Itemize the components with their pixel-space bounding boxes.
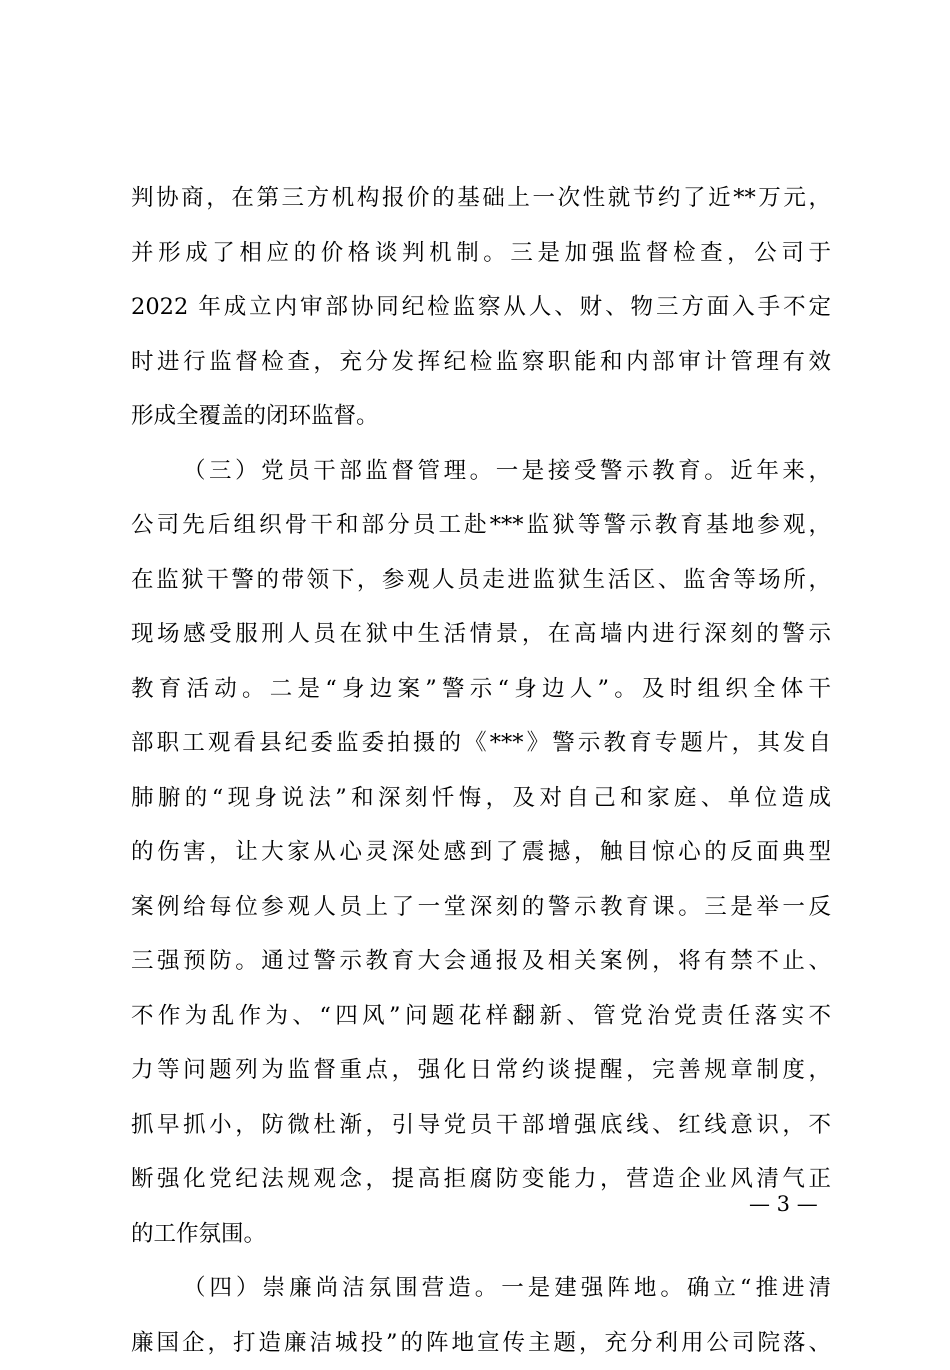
text-line-14: 案例给每位参观人员上了一堂深刻的警示教育课。三是举一反 [131,880,831,935]
text-line-2: 并形成了相应的价格谈判机制。三是加强监督检查，公司于 [131,226,831,281]
text-line-3: 2022 年成立内审部协同纪检监察从人、财、物三方面入手不定 [131,280,831,335]
text-line-16: 不作为乱作为、“四风”问题花样翻新、管党治党责任落实不 [131,989,831,1044]
text-line-19: 断强化党纪法规观念，提高拒腐防变能力，营造企业风清气正 [131,1152,831,1207]
text-line-17: 力等问题列为监督重点，强化日常约谈提醒，完善规章制度， [131,1043,831,1098]
page-number: — 3 — [749,1192,818,1216]
text-line-8: 在监狱干警的带领下，参观人员走进监狱生活区、监舍等场所， [131,553,831,608]
text-line-9: 现场感受服刑人员在狱中生活情景，在高墙内进行深刻的警示 [131,607,831,662]
text-line-15: 三强预防。通过警示教育大会通报及相关案例，将有禁不止、 [131,934,831,989]
text-line-22: 廉国企，打造廉洁城投”的阵地宣传主题，充分利用公司院落、 [131,1316,831,1370]
text-line-20: 的工作氛围。 [131,1207,831,1262]
body-text [131,171,831,1370]
text-line-5: 形成全覆盖的闭环监督。 [131,389,831,444]
text-line-12: 肺腑的“现身说法”和深刻忏悔，及对自己和家庭、单位造成 [131,771,831,826]
text-line-13: 的伤害，让大家从心灵深处感到了震撼，触目惊心的反面典型 [131,825,831,880]
text-line-7: 公司先后组织骨干和部分员工赴***监狱等警示教育基地参观， [131,498,831,553]
text-line-10: 教育活动。二是“身边案”警示“身边人”。及时组织全体干 [131,662,831,717]
text-line-1: 判协商，在第三方机构报价的基础上一次性就节约了近**万元， [131,171,831,226]
section-3-heading-line: （三）党员干部监督管理。一是接受警示教育。近年来， [131,444,831,499]
text-line-4: 时进行监督检查，充分发挥纪检监察职能和内部审计管理有效 [131,335,831,390]
section-4-heading-line: （四）崇廉尚洁氛围营造。一是建强阵地。确立“推进清 [131,1261,831,1316]
text-line-11: 部职工观看县纪委监委拍摄的《***》警示教育专题片，其发自 [131,716,831,771]
text-line-18: 抓早抓小，防微杜渐，引导党员干部增强底线、红线意识，不 [131,1098,831,1153]
